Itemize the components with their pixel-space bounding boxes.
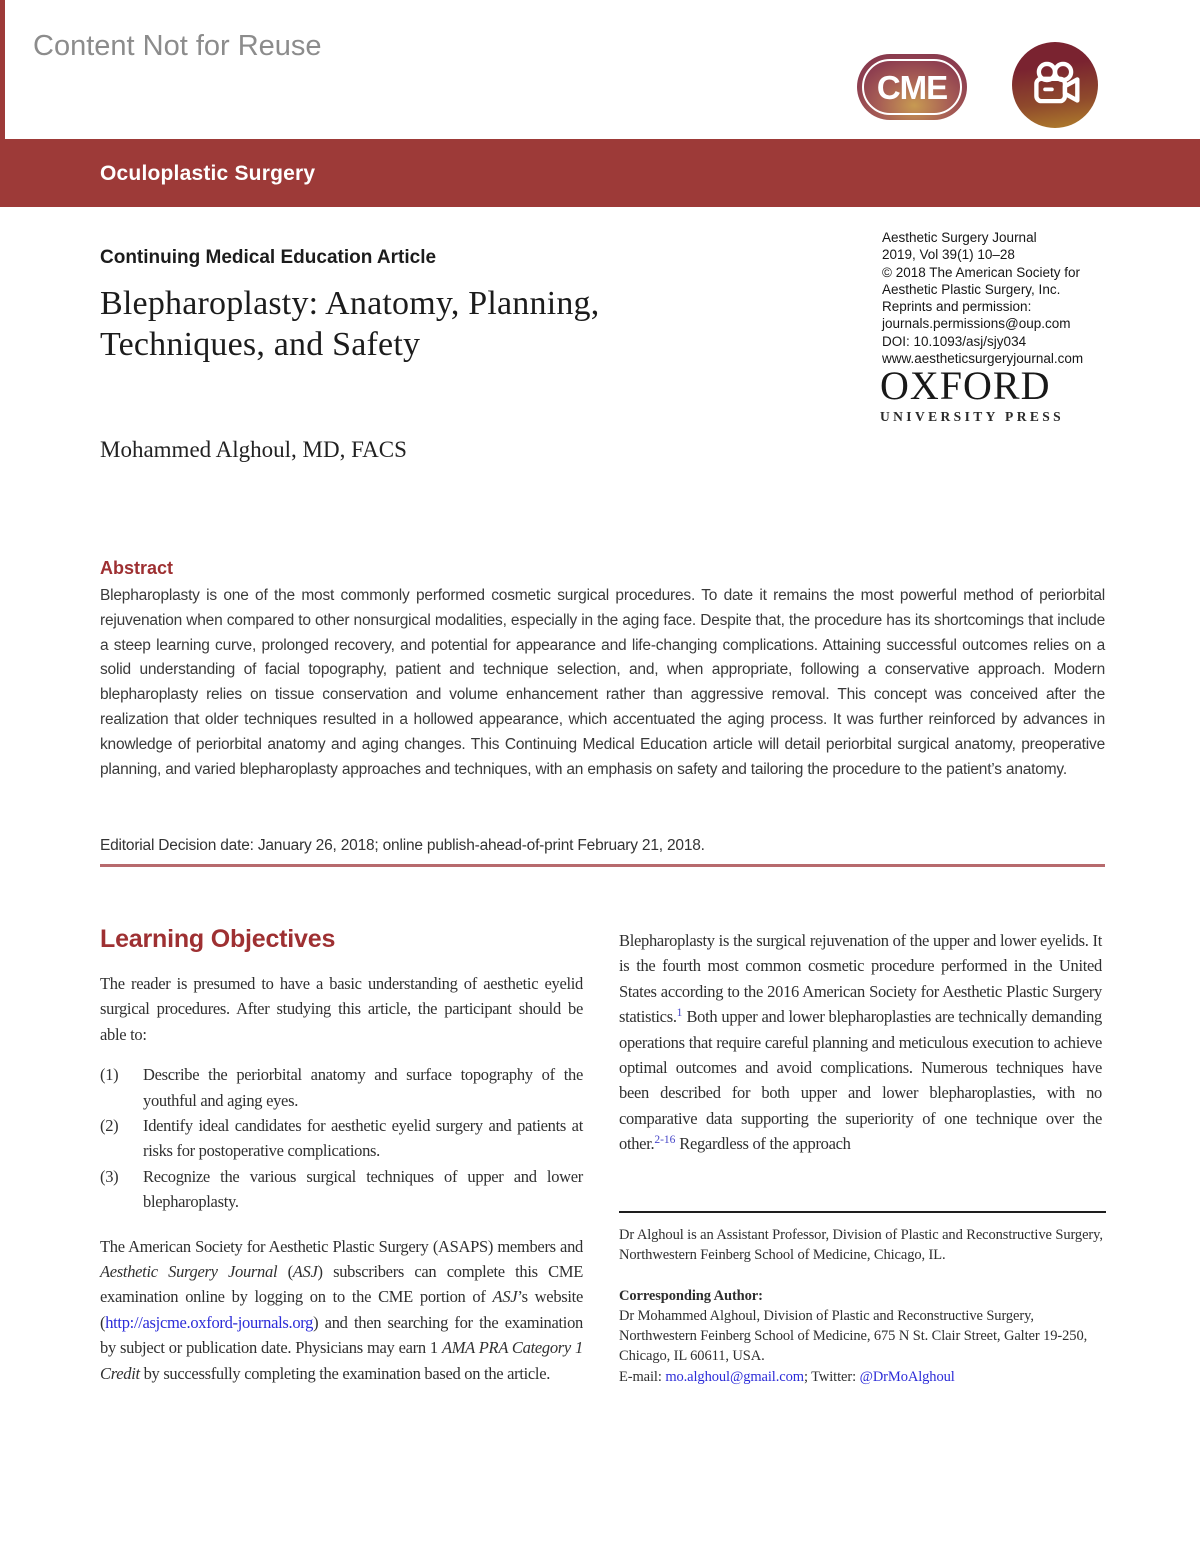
video-camera-icon	[1024, 54, 1086, 116]
left-column	[100, 924, 583, 1386]
journal-name: Aesthetic Surgery Journal	[882, 230, 1037, 245]
journal-permissions-email[interactable]: journals.permissions@oup.com	[882, 316, 1071, 332]
cme-badge-ring	[862, 59, 962, 115]
objective-number: (1)	[100, 1065, 119, 1085]
section-divider-rule	[100, 864, 1105, 867]
journal-metadata	[882, 229, 1122, 367]
category-banner	[0, 139, 1200, 207]
learning-objective-item	[100, 1062, 583, 1113]
author-affiliation: Dr Alghoul is an Assistant Professor, Division of Plastic and Reconstructive Surgery, Northwestern Feinberg School of Medicine, Chicago, IL.	[619, 1227, 1103, 1264]
objective-text: Recognize the various surgical techniques of upper and lower blepharoplasty.	[143, 1166, 583, 1212]
learning-objectives-list	[100, 1062, 583, 1214]
body-text: (	[277, 1262, 293, 1282]
body-text: by successfully completing the examination based on the article.	[139, 1363, 551, 1383]
journal-doi: DOI: 10.1093/asj/sjy034	[882, 333, 1027, 349]
body-text: ) and then searching for the examination by subject or publication date. Physicians may earn 1	[100, 1312, 583, 1358]
corresponding-author-address: Dr Mohammed Alghoul, Division of Plastic and Reconstructive Surgery, Northwestern Feinberg School of Medicine, 675 N St. Clair Street, Galter 19-250, Chicago, IL 60611, USA.	[619, 1307, 1088, 1365]
journal-copyright-line1: © 2018 The American Society for	[882, 264, 1081, 280]
left-edge-accent-bar	[0, 0, 5, 139]
editorial-decision-note: Editorial Decision date: January 26, 2018; online publish-ahead-of-print February 21, 2018.	[100, 837, 705, 854]
learning-objectives-intro: The reader is presumed to have a basic understanding of aesthetic eyelid surgical procedures. After studying this article, the participant should be able to:	[100, 974, 583, 1044]
reference-1-link[interactable]: 1	[676, 1007, 683, 1020]
category-banner-label: Oculoplastic Surgery	[100, 161, 316, 185]
abstract-text: Blepharoplasty is one of the most commonly performed cosmetic surgical procedures. To date it remains the most powerful method of periorbital rejuvenation when compared to other nonsurgical modalities, especially in the aging face. Despite that, the procedure has its shortcomings that include a steep learning curve, prolonged recovery, and potential for appearance and life-changing complications. Attaining successful outcomes relies on a solid understanding of facial topography, patient and technique selection, and, when appropriate, following a conservative approach. Modern blepharoplasty relies on tissue conservation and volume enhancement rather than aggressive removal. This concept was conceived after the realization that older techniques resulted in a hollowed appearance, which accentuated the aging process. It was further reinforced by advances in knowledge of periorbital anatomy and aging changes. This Continuing Medical Education article will detail periorbital surgical anatomy, preoperative planning, and varied blepharoplasty approaches and techniques, with an emphasis on safety and tailoring the procedure to the patient’s anatomy.	[100, 587, 1105, 778]
corresponding-author-label: Corresponding Author:	[619, 1287, 763, 1304]
italic-text: AMA PRA Category 1 Credit	[100, 1338, 583, 1383]
body-text: E-mail:	[619, 1368, 666, 1385]
right-column	[619, 928, 1102, 1157]
article-kicker: Continuing Medical Education Article	[100, 247, 437, 268]
italic-text: Aesthetic Surgery Journal	[100, 1262, 278, 1282]
italic-text: ASJ	[492, 1287, 518, 1307]
body-text: ) subscribers can complete this CME examination online by logging on to the CME portion of	[100, 1262, 583, 1307]
footnote-section	[619, 1211, 1106, 1387]
article-title	[100, 283, 599, 365]
video-badge[interactable]	[1012, 42, 1098, 128]
body-text: ’s website (	[100, 1287, 583, 1332]
body-text: Regardless of the approach	[675, 1134, 851, 1154]
article-title-line1: Blepharoplasty: Anatomy, Planning,	[100, 285, 600, 322]
italic-text: ASJ	[292, 1262, 318, 1282]
footnote-rule	[619, 1211, 1106, 1213]
objective-number: (2)	[100, 1116, 119, 1136]
objective-number: (3)	[100, 1166, 119, 1186]
publisher-name: OXFORD	[880, 363, 1051, 408]
author-twitter-link[interactable]: @DrMoAlghoul	[859, 1368, 955, 1385]
journal-copyright-line2: Aesthetic Plastic Surgery, Inc.	[882, 281, 1061, 297]
learning-objectives-heading: Learning Objectives	[100, 925, 336, 953]
journal-reprints-label: Reprints and permission:	[882, 299, 1032, 315]
article-title-line2: Techniques, and Safety	[100, 326, 421, 363]
cme-website-link[interactable]: http://asjcme.oxford-journals.org	[105, 1312, 314, 1332]
cme-badge-label: CME	[876, 68, 948, 106]
cme-badge[interactable]	[857, 54, 967, 120]
body-text: The American Society for Aesthetic Plastic Surgery (ASAPS) members and	[100, 1236, 583, 1256]
body-text: Blepharoplasty is the surgical rejuvenation of the upper and lower eyelids. It is the fourth most common cosmetic procedure performed in the United States according to the 2016 American Society for Aesthetic Plastic Surgery statistics.	[619, 931, 1102, 1027]
abstract-heading: Abstract	[100, 558, 174, 578]
publisher-logo	[880, 363, 1065, 425]
introduction-paragraph	[619, 928, 1102, 1157]
journal-volume: 2019, Vol 39(1) 10–28	[882, 247, 1015, 263]
author-email-link[interactable]: mo.alghoul@gmail.com	[665, 1368, 804, 1385]
cme-exam-paragraph	[100, 1234, 583, 1386]
journal-website[interactable]: www.aestheticsurgeryjournal.com	[882, 351, 1084, 367]
body-text: Both upper and lower blepharoplasties are technically demanding operations that require careful planning and meticulous execution to achieve optimal outcomes and avoid complications. Numerous techniques have been described for both upper and lower blepharoplasties, with no comparative data supporting the superiority of one technique over the other.	[619, 1007, 1102, 1154]
objective-text: Describe the periorbital anatomy and surface topography of the youthful and aging eyes.	[143, 1065, 583, 1110]
author-byline: Mohammed Alghoul, MD, FACS	[100, 437, 407, 462]
content-not-for-reuse-watermark: Content Not for Reuse	[33, 30, 322, 62]
reference-2-16-link[interactable]: 2-16	[654, 1134, 676, 1147]
body-text: ; Twitter:	[803, 1368, 860, 1385]
publisher-subname: UNIVERSITY PRESS	[880, 409, 1065, 424]
learning-objective-item	[100, 1164, 583, 1215]
objective-text: Identify ideal candidates for aesthetic eyelid surgery and patients at risks for postoperative complications.	[143, 1116, 583, 1161]
learning-objective-item	[100, 1113, 583, 1164]
corresponding-author-contact	[619, 1367, 1106, 1387]
